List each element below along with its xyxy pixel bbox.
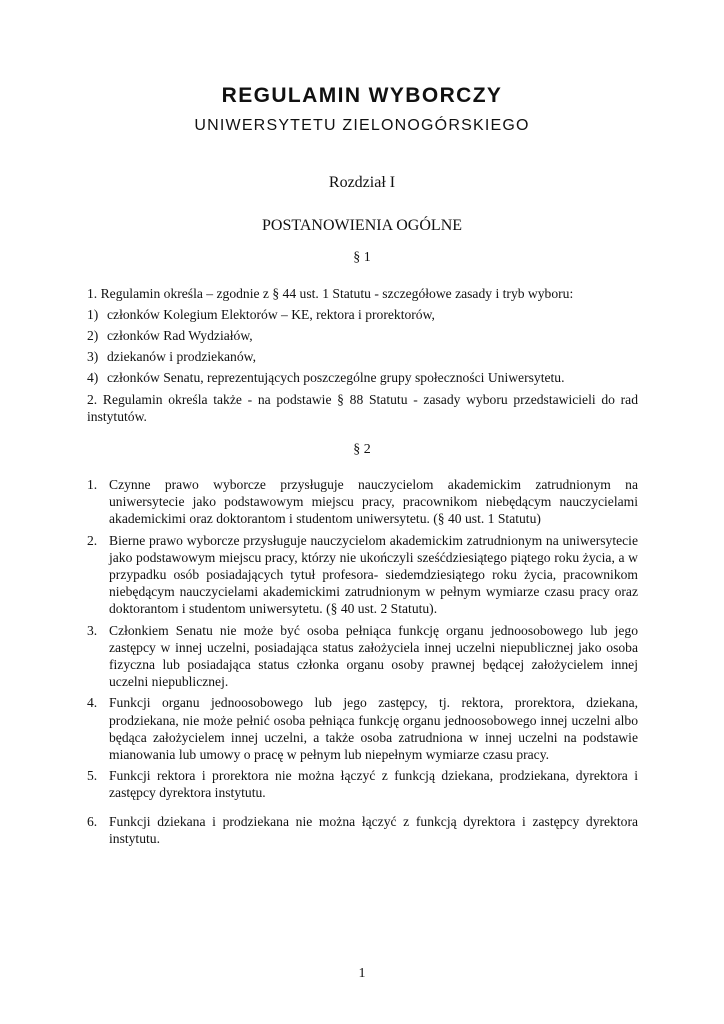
list-item-text: Czynne prawo wyborcze przysługuje nauczycielom akademickim zatrudnionym na uniwersytecie jako podstawowym miejscu pracy, pracownikom niebędącym nauczycielami akademickimi oraz doktorantom i studentom uniwersytetu. (§ 40 ust. 1 Statutu): [109, 477, 638, 527]
list-item: [87, 622, 638, 691]
section-1-intro: 1. Regulamin określa – zgodnie z § 44 ust. 1 Statutu - szczegółowe zasady i tryb wyboru:: [87, 286, 574, 301]
document-subtitle: UNIWERSYTETU ZIELONOGÓRSKIEGO: [194, 117, 530, 134]
list-item: [87, 476, 638, 528]
section-1-mark: § 1: [353, 250, 371, 265]
list-item-number: 2): [87, 328, 99, 343]
list-item-number: 4): [87, 370, 99, 385]
section-2-mark: § 2: [353, 442, 371, 457]
section-2: [87, 476, 638, 851]
list-item-number: 2.: [87, 532, 98, 548]
list-item-number: 1.: [87, 477, 98, 492]
document-title: REGULAMIN WYBORCZY: [221, 84, 503, 107]
list-item-text: dziekanów i prodziekanów,: [107, 349, 256, 364]
list-item-number: 3.: [87, 622, 98, 638]
list-item: [87, 367, 638, 388]
list-item-number: 1): [87, 307, 99, 322]
list-item-text: Członkiem Senatu nie może być osoba pełniąca funkcję organu jednoosobowego lub jego zastępcy w innej uczelni, posiadająca status założyciela innej uczelni niepublicznej jako osoba fizyczna lub posiadająca status członka organu osoby prawnej będącej założycielem innej uczelni niepublicznej.: [109, 622, 638, 690]
list-item-text: członków Kolegium Elektorów – KE, rektora i prorektorów,: [107, 307, 435, 322]
list-item: [87, 346, 638, 367]
list-item: [87, 304, 638, 325]
list-item: [87, 694, 638, 763]
list-item-number: 6.: [87, 813, 98, 829]
list-item: [87, 813, 638, 847]
list-item-text: Funkcji organu jednoosobowego lub jego zastępcy, tj. rektora, prorektora, dziekana, prodziekana, nie może pełnić osoba pełniąca funkcję organu jednoosobowego innej uczelni albo będąca założycielem innej uczelni, a także osoba zatrudniona w innej uczelni na podstawie mianowania lub umowy o pracę w pełnym lub niepełnym wymiarze czasu pracy.: [109, 695, 638, 763]
list-item-number: 5.: [87, 768, 98, 784]
list-item-number: 3): [87, 349, 99, 364]
list-item-number: 4.: [87, 695, 98, 711]
list-item: [87, 767, 638, 801]
list-item-text: Funkcji dziekana i prodziekana nie można łączyć z funkcją dyrektora i zastępcy dyrektora instytutu.: [109, 813, 638, 846]
list-item-text: Funkcji rektora i prorektora nie można łączyć z funkcją dziekana, prodziekana, dyrektora i zastępcy dyrektora instytutu.: [109, 768, 638, 801]
list-item-text: członków Senatu, reprezentujących poszczególne grupy społeczności Uniwersytetu.: [107, 370, 565, 385]
chapter-heading: Rozdział I: [328, 174, 396, 191]
page-number: 1: [358, 966, 366, 981]
list-item: [87, 325, 638, 346]
section-1-point-2: 2. Regulamin określa także - na podstawie § 88 Statutu - zasady wyboru przedstawicieli do rad instytutów.: [87, 392, 638, 424]
list-item-text: Bierne prawo wyborcze przysługuje nauczycielom akademickim zatrudnionym na uniwersytecie jako podstawowym miejscu pracy, którzy nie ukończyli sześćdziesiątego piątego roku życia, a w przypadku osób posiadających tytuł profesora- siedemdziesiątego roku życia, pracownikom niebędącym nauczycielami akademickimi zatrudnionym w pełnym wymiarze czasu pracy oraz doktorantom i studentom uniwersytetu. (§ 40 ust. 2 Statutu).: [109, 532, 638, 617]
list-item-text: członków Rad Wydziałów,: [107, 328, 253, 343]
section-1: [87, 283, 638, 425]
chapter-title: POSTANOWIENIA OGÓLNE: [261, 217, 463, 234]
list-item: [87, 532, 638, 618]
